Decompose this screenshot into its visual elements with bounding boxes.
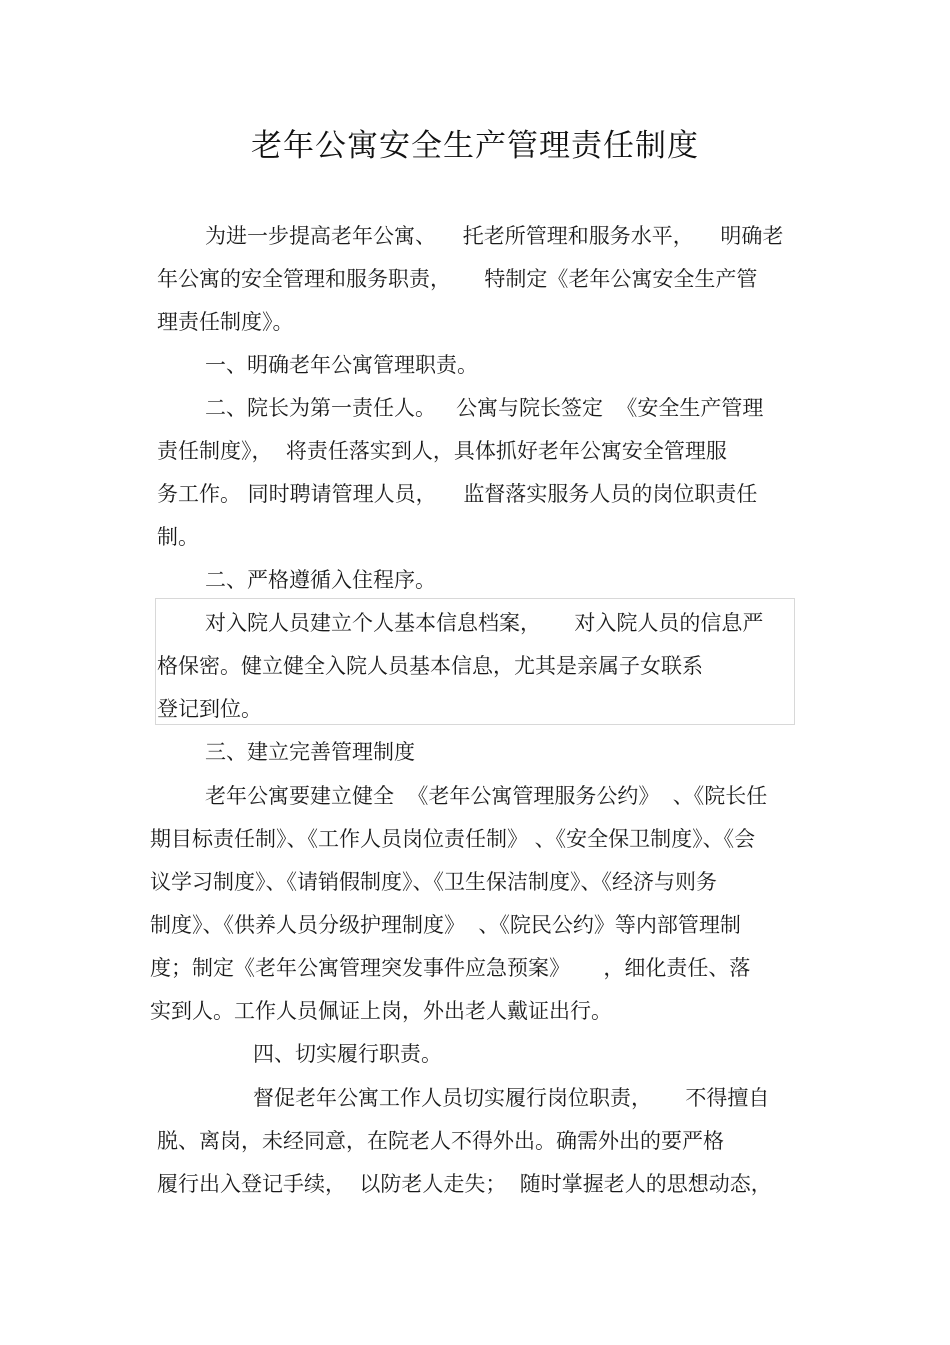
paragraph-line: 为进一步提高老年公寓、 托老所管理和服务水平， 明确老 (205, 224, 784, 248)
paragraph-line: 实到人。工作人员佩证上岗，外出老人戴证出行。 (150, 999, 612, 1023)
section-heading: 四、切实履行职责。 (253, 1042, 442, 1066)
paragraph-line: 理责任制度》。 (157, 310, 294, 334)
paragraph-line: 期目标责任制》、《工作人员岗位责任制》 、《安全保卫制度》、《会 (150, 827, 756, 851)
paragraph-line: 督促老年公寓工作人员切实履行岗位职责， 不得擅自 (253, 1086, 770, 1110)
paragraph-line: 登记到位。 (157, 697, 262, 721)
document-title: 老年公寓安全生产管理责任制度 (251, 128, 699, 164)
paragraph-line: 对入院人员建立个人基本信息档案， 对入院人员的信息严 (205, 611, 764, 635)
paragraph-line: 议学习制度》、《请销假制度》、《卫生保洁制度》、《经济与则务 (150, 870, 717, 894)
paragraph-line: 格保密。健立健全入院人员基本信息，尤其是亲属子女联系 (157, 654, 703, 678)
section-heading: 一、明确老年公寓管理职责。 (205, 353, 478, 377)
paragraph-line: 务工作。 同时聘请管理人员， 监督落实服务人员的岗位职责任 (157, 482, 758, 506)
section-heading: 三、建立完善管理制度 (205, 740, 415, 764)
paragraph-line: 脱、离岗，未经同意，在院老人不得外出。确需外出的要严格 (157, 1129, 724, 1153)
paragraph-line: 履行出入登记手续， 以防老人走失； 随时掌握老人的思想动态， (157, 1172, 772, 1196)
paragraph-line: 二、院长为第一责任人。 公寓与院长签定 《安全生产管理 (205, 396, 764, 420)
paragraph-line: 老年公寓要建立健全 《老年公寓管理服务公约》 、《院长任 (205, 784, 768, 808)
section-heading: 二、严格遵循入住程序。 (205, 568, 436, 592)
paragraph-line: 度；制定《老年公寓管理突发事件应急预案》 ，细化责任、落 (150, 956, 751, 980)
paragraph-line: 责任制度》， 将责任落实到人，具体抓好老年公寓安全管理服 (157, 439, 727, 463)
paragraph-line: 年公寓的安全管理和服务职责， 特制定《老年公寓安全生产管 (157, 267, 758, 291)
paragraph-line: 制度》、《供养人员分级护理制度》 、《院民公约》等内部管理制 (150, 913, 741, 937)
paragraph-line: 制。 (157, 525, 199, 549)
